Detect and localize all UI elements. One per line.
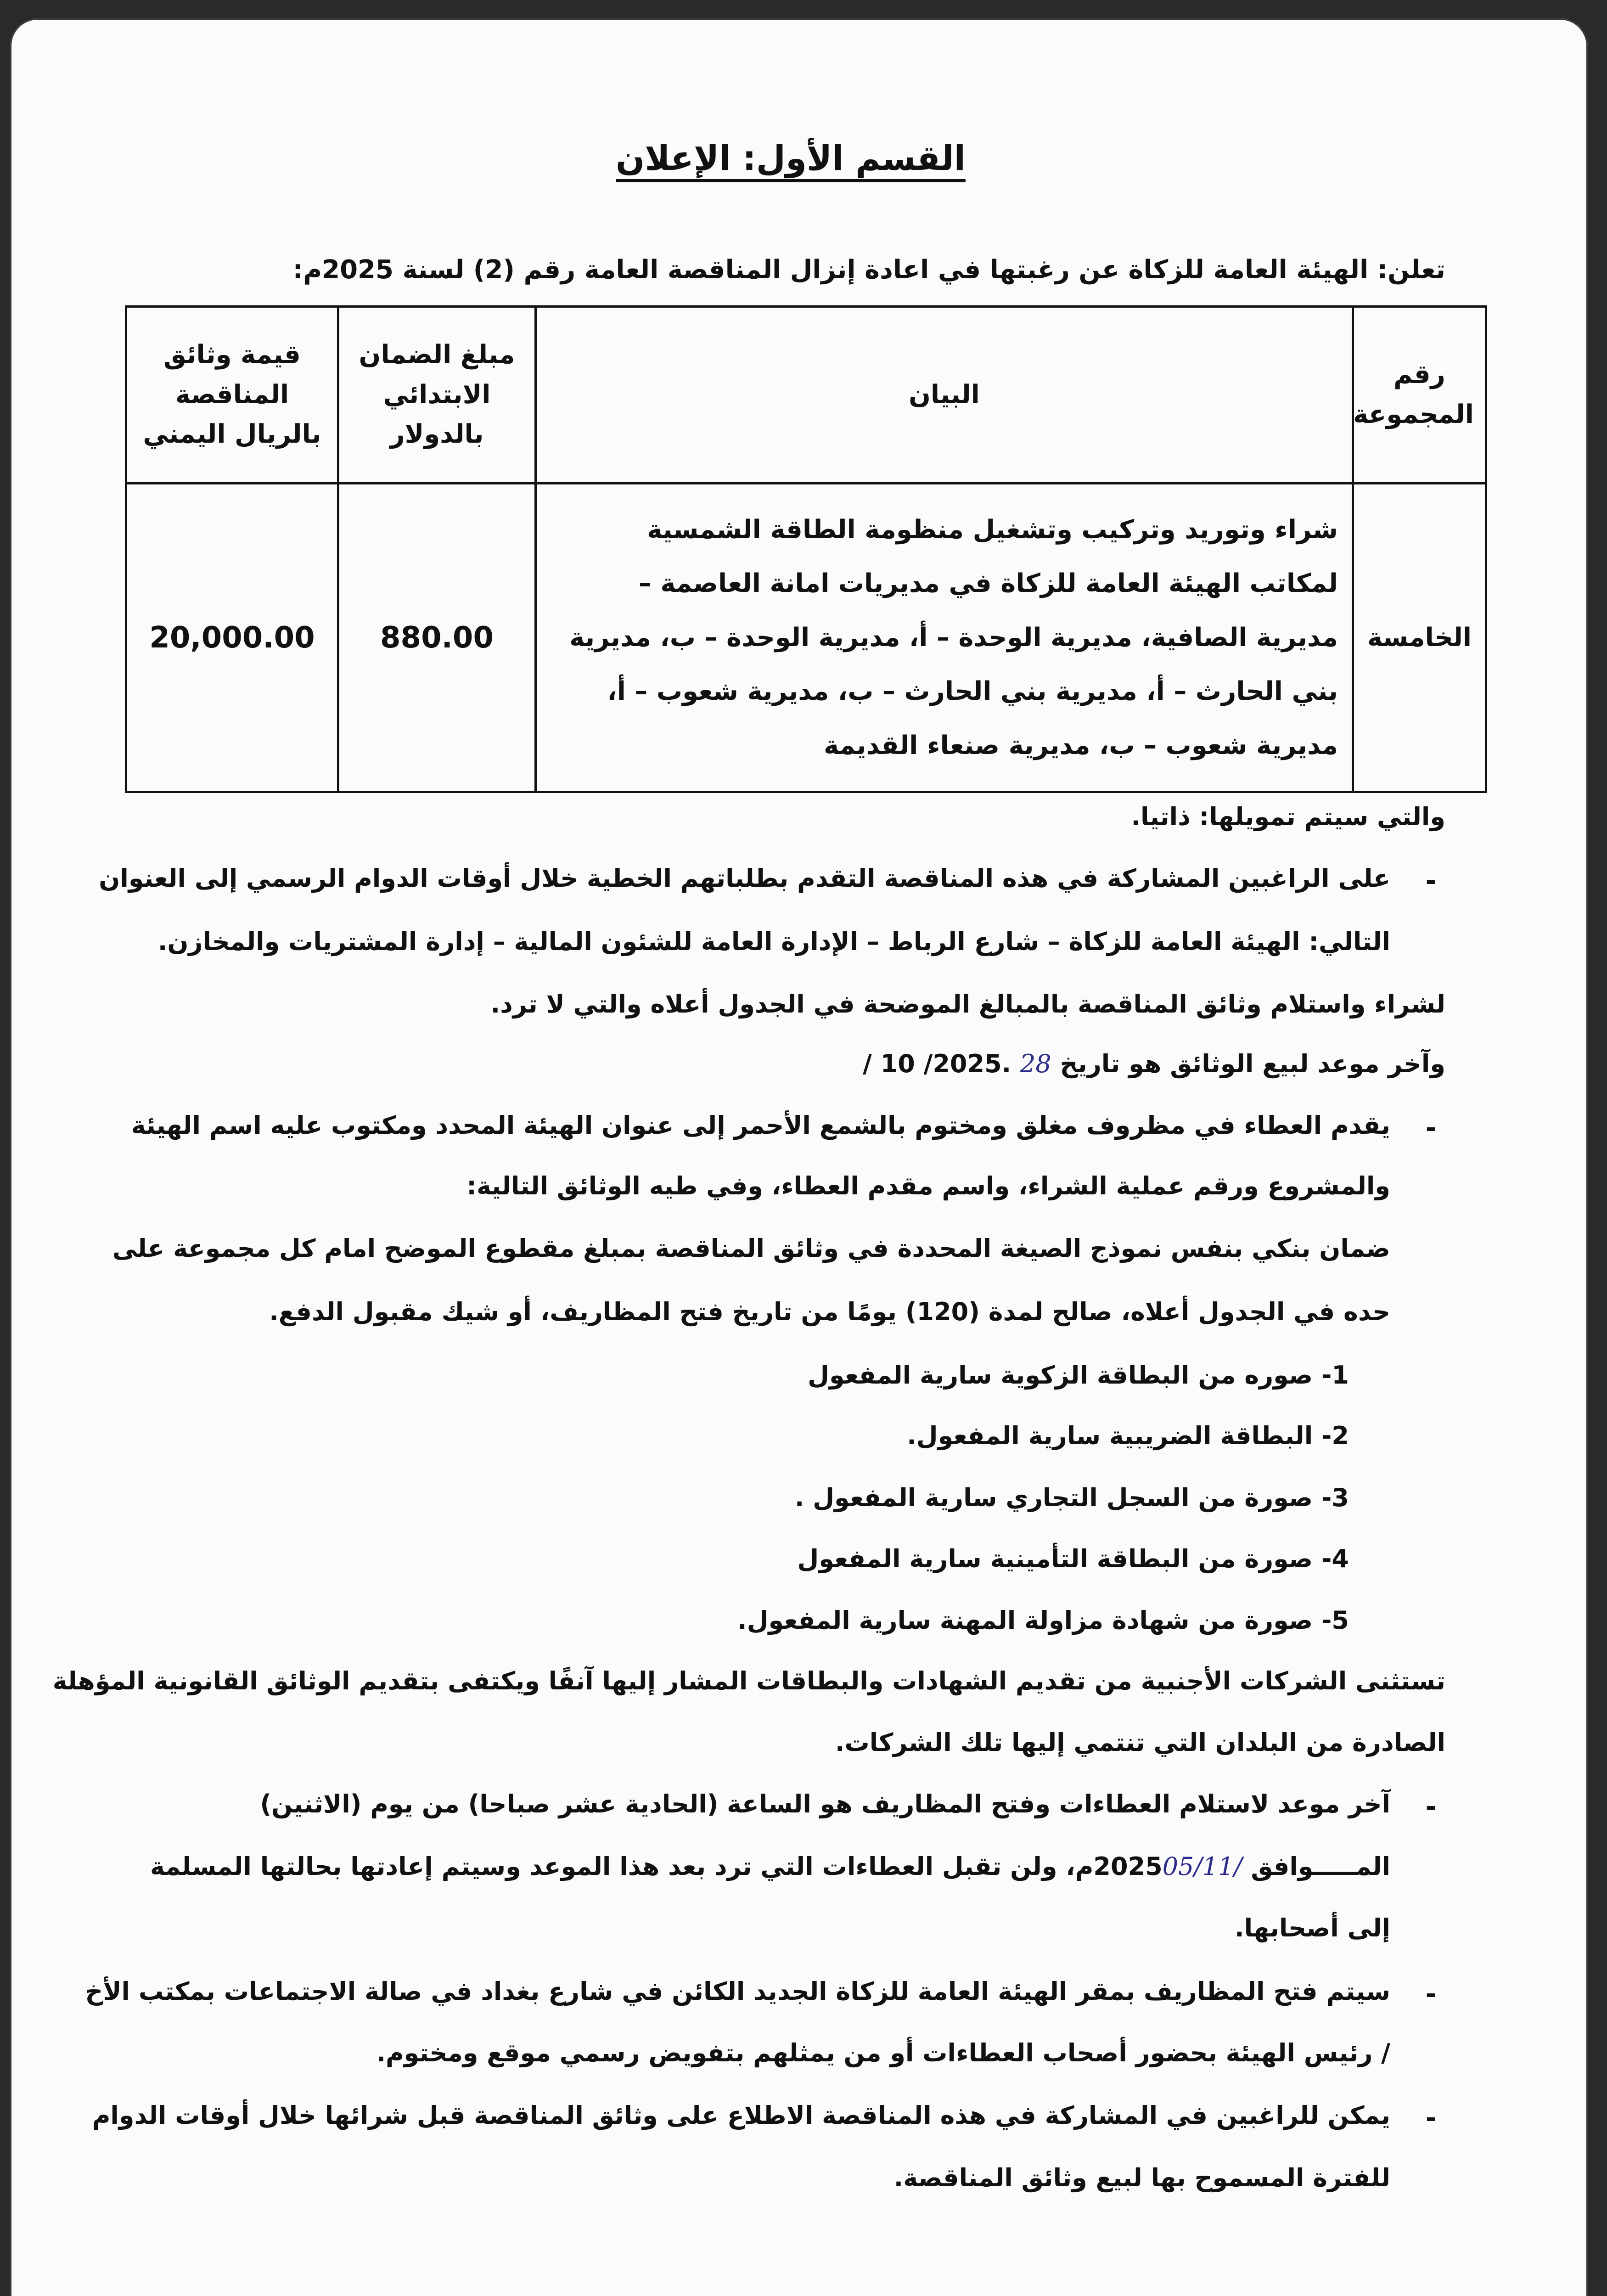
header-group-number: رقم المجموعة <box>1353 307 1486 484</box>
handwritten-day: 28 <box>1019 1049 1051 1078</box>
bullet4-line2: / رئيس الهيئة بحضور أصحاب العطاءات أو من يمثلهم بتفويض رسمي موقع ومختوم. <box>376 2038 1390 2067</box>
required-doc-4: 4- صورة من البطاقة التأمينية سارية المفعول <box>797 1544 1349 1573</box>
bullet2-line2: والمشروع ورقم عملية الشراء، واسم مقدم العطاء، وفي طيه الوثائق التالية: <box>466 1171 1390 1200</box>
header-docs-price: قيمة وثائق المناقصة بالريال اليمني <box>126 307 338 484</box>
bullet-dash: - <box>1425 1113 1436 1143</box>
exemption-line2: الصادرة من البلدان التي تنتمي إليها تلك الشركات. <box>835 1728 1445 1757</box>
cell-group: الخامسة <box>1353 484 1486 792</box>
bullet3-line2 <box>150 1854 1390 1879</box>
required-doc-5: 5- صورة من شهادة مزاولة المهنة سارية المفعول. <box>737 1606 1349 1635</box>
sale-deadline-prefix: وآخر موعد لبيع الوثائق هو تاريخ <box>1060 1049 1445 1078</box>
tender-table <box>125 305 1487 793</box>
required-doc-2: 2- البطاقة الضريبية سارية المفعول. <box>907 1421 1349 1450</box>
guarantee-value: 880.00 <box>380 620 494 655</box>
exemption-line1: تستثنى الشركات الأجنبية من تقديم الشهادات والبطاقات المشار إليها آنفًا ويكتفى بتقديم الوثائق القانونية المؤهلة <box>52 1666 1445 1695</box>
bullet3-line1: آخر موعد لاستلام العطاءات وفتح المظاريف هو الساعة (الحادية عشر صباحا) من يوم (الاثنين) <box>260 1790 1390 1818</box>
bullet2-line1: يقدم العطاء في مظروف مغلق ومختوم بالشمع الأحمر إلى عنوان الهيئة المحدد ومكتوب عليه اسم الهيئة <box>131 1111 1390 1140</box>
bullet4-line1: سيتم فتح المظاريف بمقر الهيئة العامة للزكاة الجديد الكائن في شارع بغداد في صالة الاجتماعات بمكتب الأخ <box>85 1977 1390 2006</box>
table-header-row <box>126 307 1486 484</box>
required-doc-1: 1- صوره من البطاقة الزكوية سارية المفعول <box>808 1361 1349 1390</box>
sale-deadline-date: / 10 /2025. <box>863 1049 1011 1078</box>
sale-deadline-line <box>863 1049 1445 1078</box>
bullet5-line2: للفترة المسموح بها لبيع وثائق المناقصة. <box>893 2163 1390 2192</box>
required-doc-3: 3- صورة من السجل التجاري سارية المفعول . <box>794 1483 1349 1512</box>
header-guarantee: مبلغ الضمان الابتدائي بالدولار <box>338 307 536 484</box>
financing-line: والتي سيتم تمويلها: ذاتيا. <box>1131 802 1445 831</box>
docs-price-value: 20,000.00 <box>149 620 315 655</box>
bullet3-line3: إلى أصحابها. <box>1235 1913 1390 1942</box>
guarantee-line1: ضمان بنكي بنفس نموذج الصيغة المحددة في وثائق المناقصة بمبلغ مقطوع الموضح امام كل مجموعة على <box>112 1234 1390 1263</box>
bullet1-line2: التالي: الهيئة العامة للزكاة – شارع الرباط – الإدارة العامة للشئون المالية – إدارة المشتريات والمخازن. <box>157 927 1390 956</box>
purchase-line: لشراء واستلام وثائق المناقصة بالمبالغ الموضحة في الجدول أعلاه والتي لا ترد. <box>490 990 1445 1019</box>
bullet-dash: - <box>1425 1979 1436 2009</box>
bullet3-line2-suffix: 2025م، ولن تقبل العطاءات التي ترد بعد هذا الموعد وسيتم إعادتها بحالتها المسلمة <box>150 1852 1163 1881</box>
header-description: البيان <box>536 307 1353 484</box>
document-page <box>10 18 1588 2296</box>
guarantee-line2: حده في الجدول أعلاه، صالح لمدة (120) يومًا من تاريخ فتح المظاريف، أو شيك مقبول الدفع. <box>269 1297 1390 1326</box>
cell-description: شراء وتوريد وتركيب وتشغيل منظومة الطاقة الشمسية لمكاتب الهيئة العامة للزكاة في مديريات امانة العاصمة – مديرية الصافية، مديرية الوحدة – أ، مديرية الوحدة – ب، مديرية بني الحارث – أ، مديرية بني الحارث – ب، مديرية شعوب – أ، مديرية شعوب – ب، مديرية صنعاء القديمة <box>536 484 1353 792</box>
bullet3-line2-prefix: المـــــوافق <box>1251 1852 1390 1881</box>
handwritten-date: 05/11/ <box>1162 1852 1242 1881</box>
cell-docs-price <box>126 484 338 792</box>
cell-guarantee <box>338 484 536 792</box>
bullet-dash: - <box>1425 866 1436 896</box>
table-row <box>126 484 1486 792</box>
intro-line: تعلن: الهيئة العامة للزكاة عن رغبتها في اعادة إنزال المناقصة العامة رقم (2) لسنة 2025م: <box>292 255 1445 285</box>
section-heading: القسم الأول: الإعلان <box>616 139 966 178</box>
bullet1-line1: على الراغبين المشاركة في هذه المناقصة التقدم بطلباتهم الخطية خلال أوقات الدوام الرسمي إلى العنوان <box>99 864 1390 893</box>
bullet-dash: - <box>1425 2103 1436 2133</box>
bullet-dash: - <box>1425 1792 1436 1822</box>
bullet5-line1: يمكن للراغبين في المشاركة في هذه المناقصة الاطلاع على وثائق المناقصة قبل شرائها خلال أوقات الدوام <box>92 2101 1390 2130</box>
